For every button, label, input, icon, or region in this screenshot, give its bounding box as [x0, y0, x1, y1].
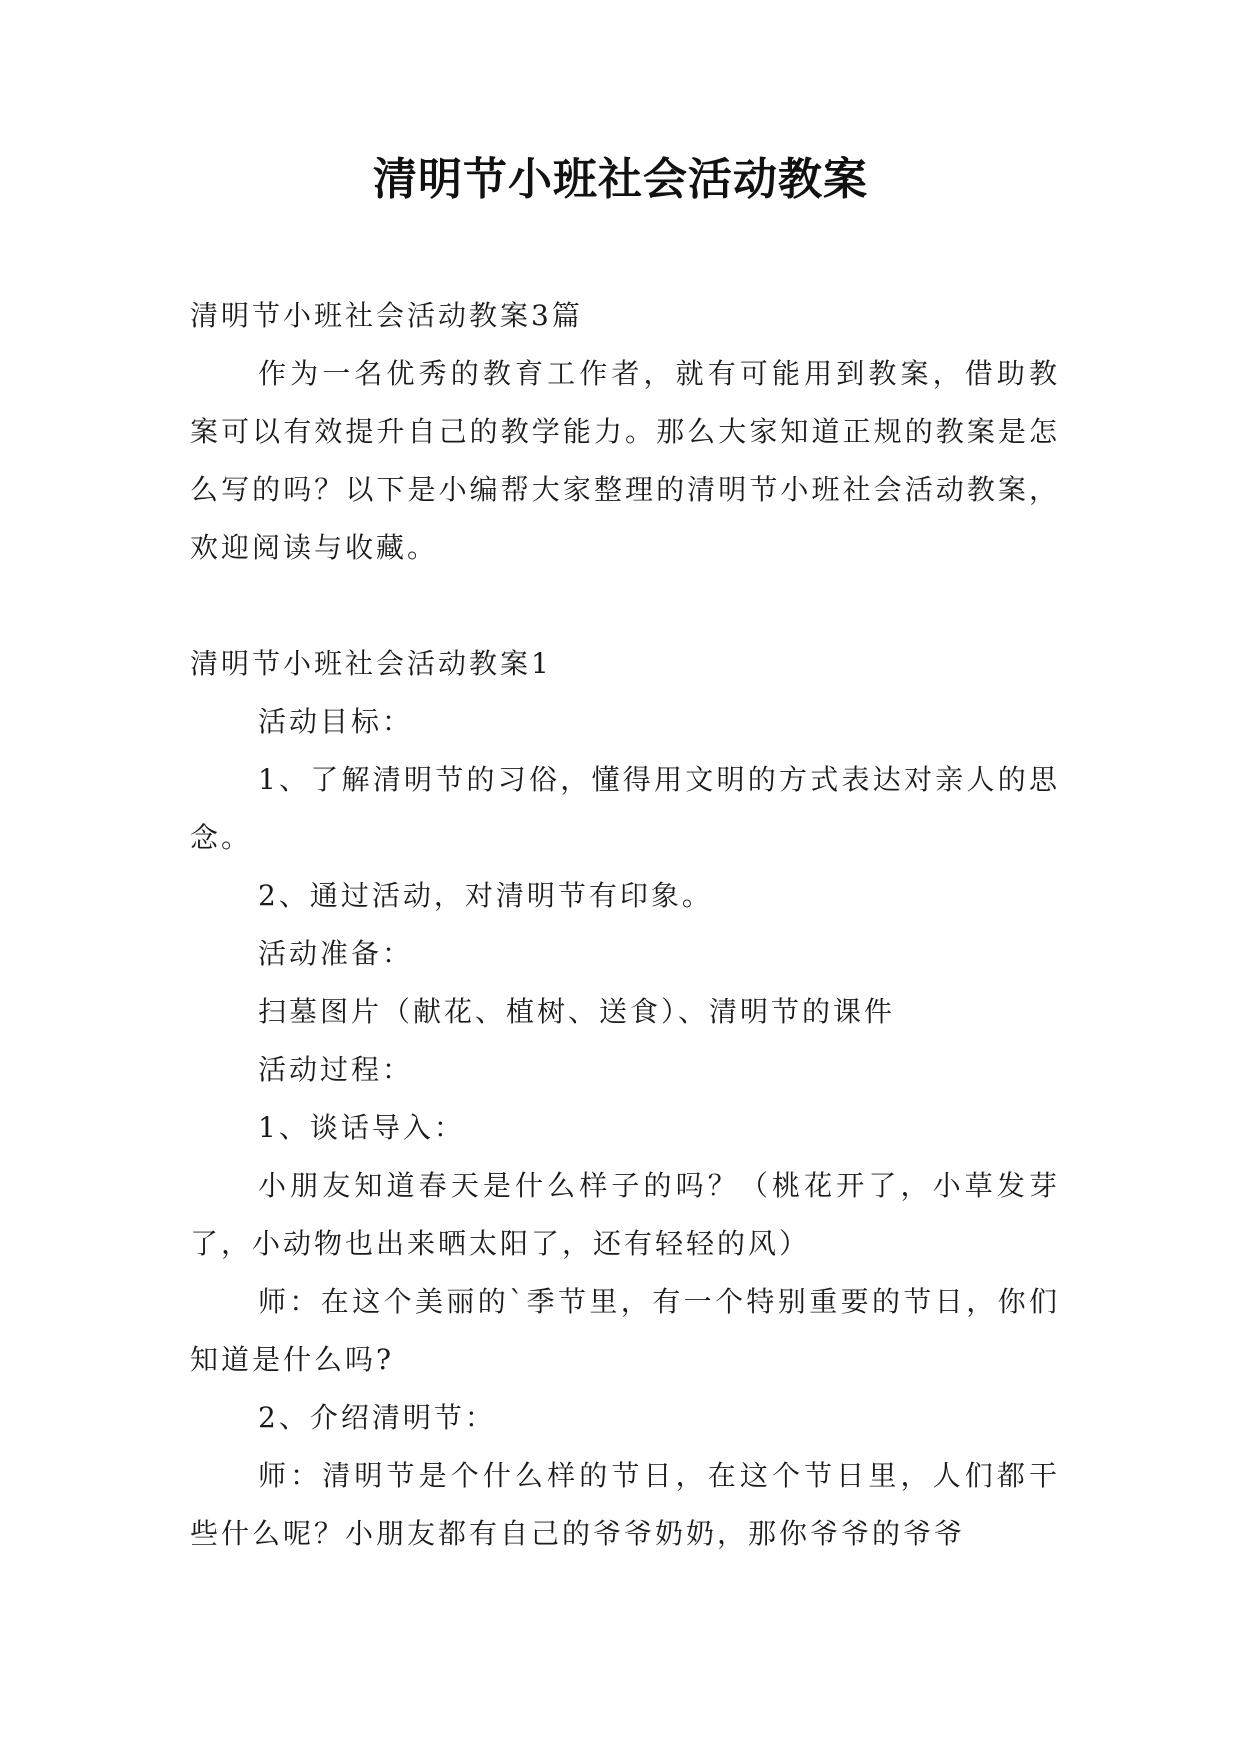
- document-title: 清明节小班社会活动教案: [373, 154, 868, 205]
- process-step-2: 2、介绍清明节：: [258, 1401, 496, 1434]
- prep-materials: 扫墓图片（献花、植树、送食）、清明节的课件: [258, 995, 896, 1028]
- teacher-question-paragraph: 师：在这个美丽的`季节里，有一个特别重要的节日，你们知道是什么吗?: [190, 1285, 1060, 1376]
- spring-question-paragraph: 小朋友知道春天是什么样子的吗？（桃花开了，小草发芽了，小动物也出来晒太阳了，还有轻轻的风）: [190, 1169, 1060, 1260]
- teacher-intro-paragraph: 师：清明节是个什么样的节日，在这个节日里，人们都干些什么呢？小朋友都有自己的爷爷奶奶，那你爷爷的爷爷: [190, 1459, 1060, 1550]
- document-body: [190, 287, 1060, 1563]
- subtitle-line: 清明节小班社会活动教案3篇: [190, 299, 583, 332]
- section-heading: 清明节小班社会活动教案1: [190, 647, 552, 680]
- goal-item-1: 1、了解清明节的习俗，懂得用文明的方式表达对亲人的思念。: [190, 763, 1060, 854]
- activity-process-label: 活动过程：: [258, 1053, 414, 1086]
- activity-prep-label: 活动准备：: [258, 937, 414, 970]
- intro-paragraph: 作为一名优秀的教育工作者，就有可能用到教案，借助教案可以有效提升自己的教学能力。那么大家知道正规的教案是怎么写的吗？以下是小编帮大家整理的清明节小班社会活动教案，欢迎阅读与收藏。: [190, 357, 1060, 564]
- goal-item-2: 2、通过活动，对清明节有印象。: [258, 879, 713, 912]
- activity-goals-label: 活动目标：: [258, 705, 414, 738]
- process-step-1: 1、谈话导入：: [258, 1111, 465, 1144]
